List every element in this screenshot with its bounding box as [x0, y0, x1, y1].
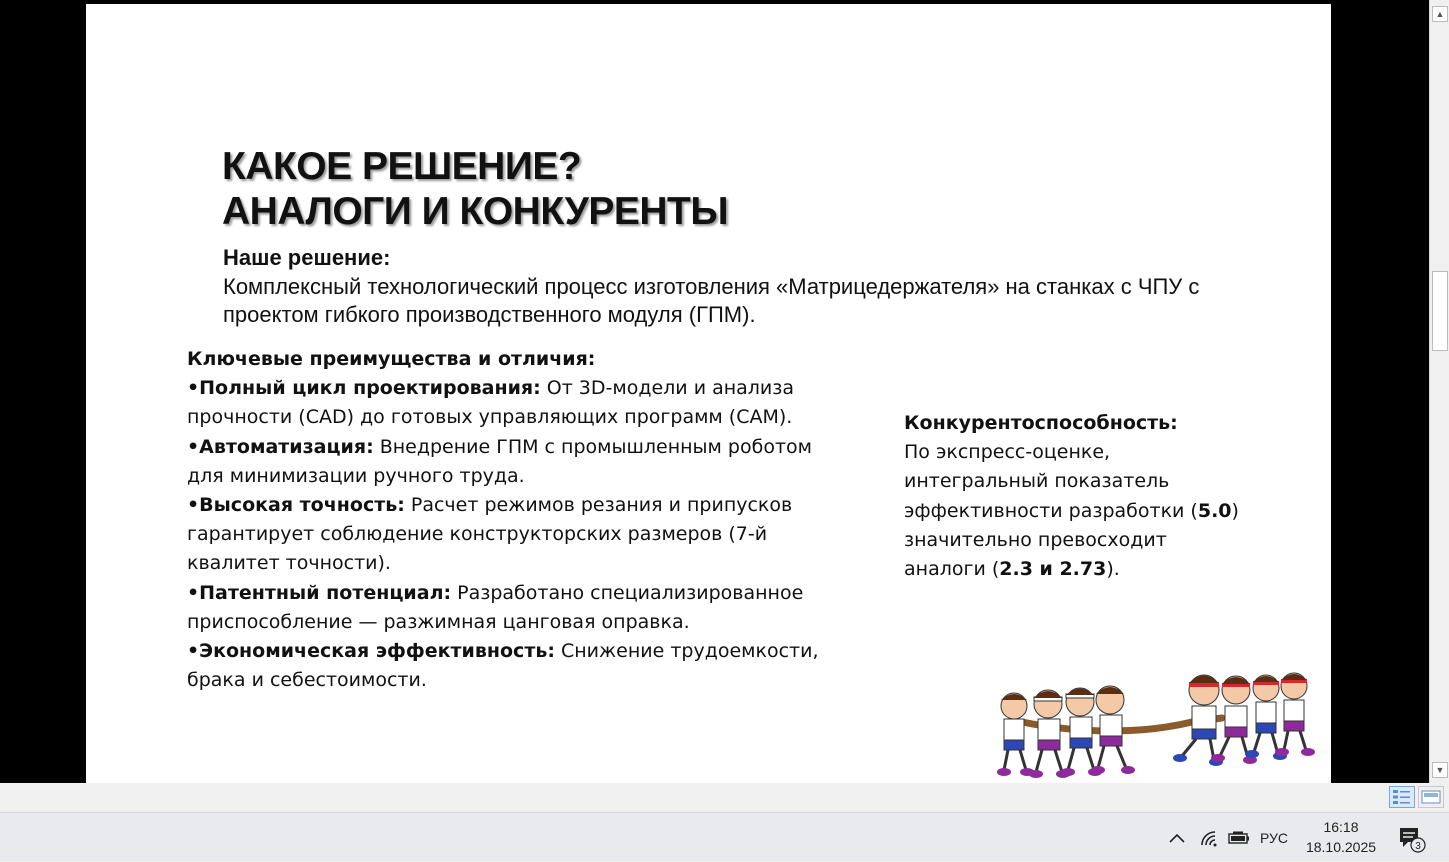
advantage-item — [187, 433, 827, 491]
advantage-title: •Экономическая эффективность: — [187, 640, 555, 663]
slide-list-view-button[interactable] — [1389, 786, 1415, 808]
competitiveness-heading — [904, 409, 1254, 438]
right-team — [1173, 673, 1315, 766]
competitiveness-text-part: По экспресс-оценке, интегральный показатель эффективности разработки ( — [904, 441, 1198, 522]
advantage-title: •Высокая точность: — [187, 494, 405, 517]
advantage-text: Внедрение ГПМ с промышленным роботом для минимизации ручного труда. — [187, 435, 812, 487]
wifi-icon[interactable] — [1196, 813, 1222, 862]
slide-view-icon — [1419, 787, 1443, 807]
battery-icon[interactable] — [1226, 813, 1252, 862]
slide-title — [222, 144, 728, 234]
list-view-icon — [1390, 787, 1414, 807]
advantage-item — [187, 491, 827, 579]
advantage-text: Расчет режимов резания и припусков гарантирует соблюдение конструкторских размеров (7-й квалитет точности). — [187, 494, 793, 575]
tug-of-war-illustration — [992, 664, 1322, 783]
scrollbar-thumb[interactable] — [1432, 271, 1448, 351]
vertical-scrollbar[interactable] — [1429, 0, 1449, 783]
advantage-item — [187, 374, 827, 432]
advantage-title: •Автоматизация: — [187, 435, 374, 458]
slide-view-button[interactable] — [1418, 786, 1444, 808]
advantage-text: От 3D-модели и анализа прочности (CAD) до готовых управляющих программ (CAM). — [187, 377, 795, 429]
advantage-item — [187, 579, 827, 637]
competitiveness-block — [904, 409, 1254, 584]
notification-center-button[interactable] — [1394, 813, 1428, 862]
title-line-1: КАКОЕ РЕШЕНИЕ? — [222, 145, 582, 188]
competitiveness-heading-text: Конкурентоспособность: — [904, 412, 1178, 434]
clock-date: 18.10.2025 — [1305, 839, 1377, 855]
advantages-heading: Ключевые преимущества и отличия: — [187, 348, 596, 370]
analog-values: 2.3 и 2.73 — [999, 558, 1107, 581]
advantages-block — [187, 345, 827, 695]
clock[interactable] — [1300, 817, 1382, 857]
notification-count: 3 — [1415, 840, 1421, 852]
advantage-text: Снижение трудоемкости, брака и себестоимости. — [187, 640, 819, 692]
chevron-up-icon[interactable] — [1165, 813, 1189, 862]
taskbar — [0, 812, 1449, 861]
advantage-title: •Полный цикл проектирования: — [187, 377, 541, 400]
title-line-2: АНАЛОГИ И КОНКУРЕНТЫ — [222, 190, 729, 233]
advantage-title: •Патентный потенциал: — [187, 581, 452, 604]
solution-heading: Наше решение: — [223, 245, 391, 270]
solution-text: Комплексный технологический процесс изготовления «Матрицедержателя» на станках с ЧПУ с проектом гибкого производственного модуля (ГПМ). — [223, 274, 1200, 327]
competitiveness-text — [904, 438, 1254, 584]
presentation-slide — [86, 4, 1331, 783]
clock-time: 16:18 — [1323, 819, 1359, 835]
scroll-up-button[interactable]: ▲ — [1432, 6, 1448, 22]
competitiveness-text-part: ) значительно превосходит аналоги ( — [904, 499, 1239, 581]
notification-icon — [1396, 823, 1426, 853]
scroll-down-button[interactable]: ▼ — [1432, 762, 1448, 778]
advantage-text: Разработано специализированное приспособление — разжимная цанговая оправка. — [187, 581, 804, 633]
competitiveness-text-part: ). — [1106, 558, 1120, 581]
advantage-item — [187, 637, 827, 695]
language-indicator[interactable]: РУС — [1259, 829, 1289, 846]
competitiveness-value: 5.0 — [1197, 499, 1232, 522]
